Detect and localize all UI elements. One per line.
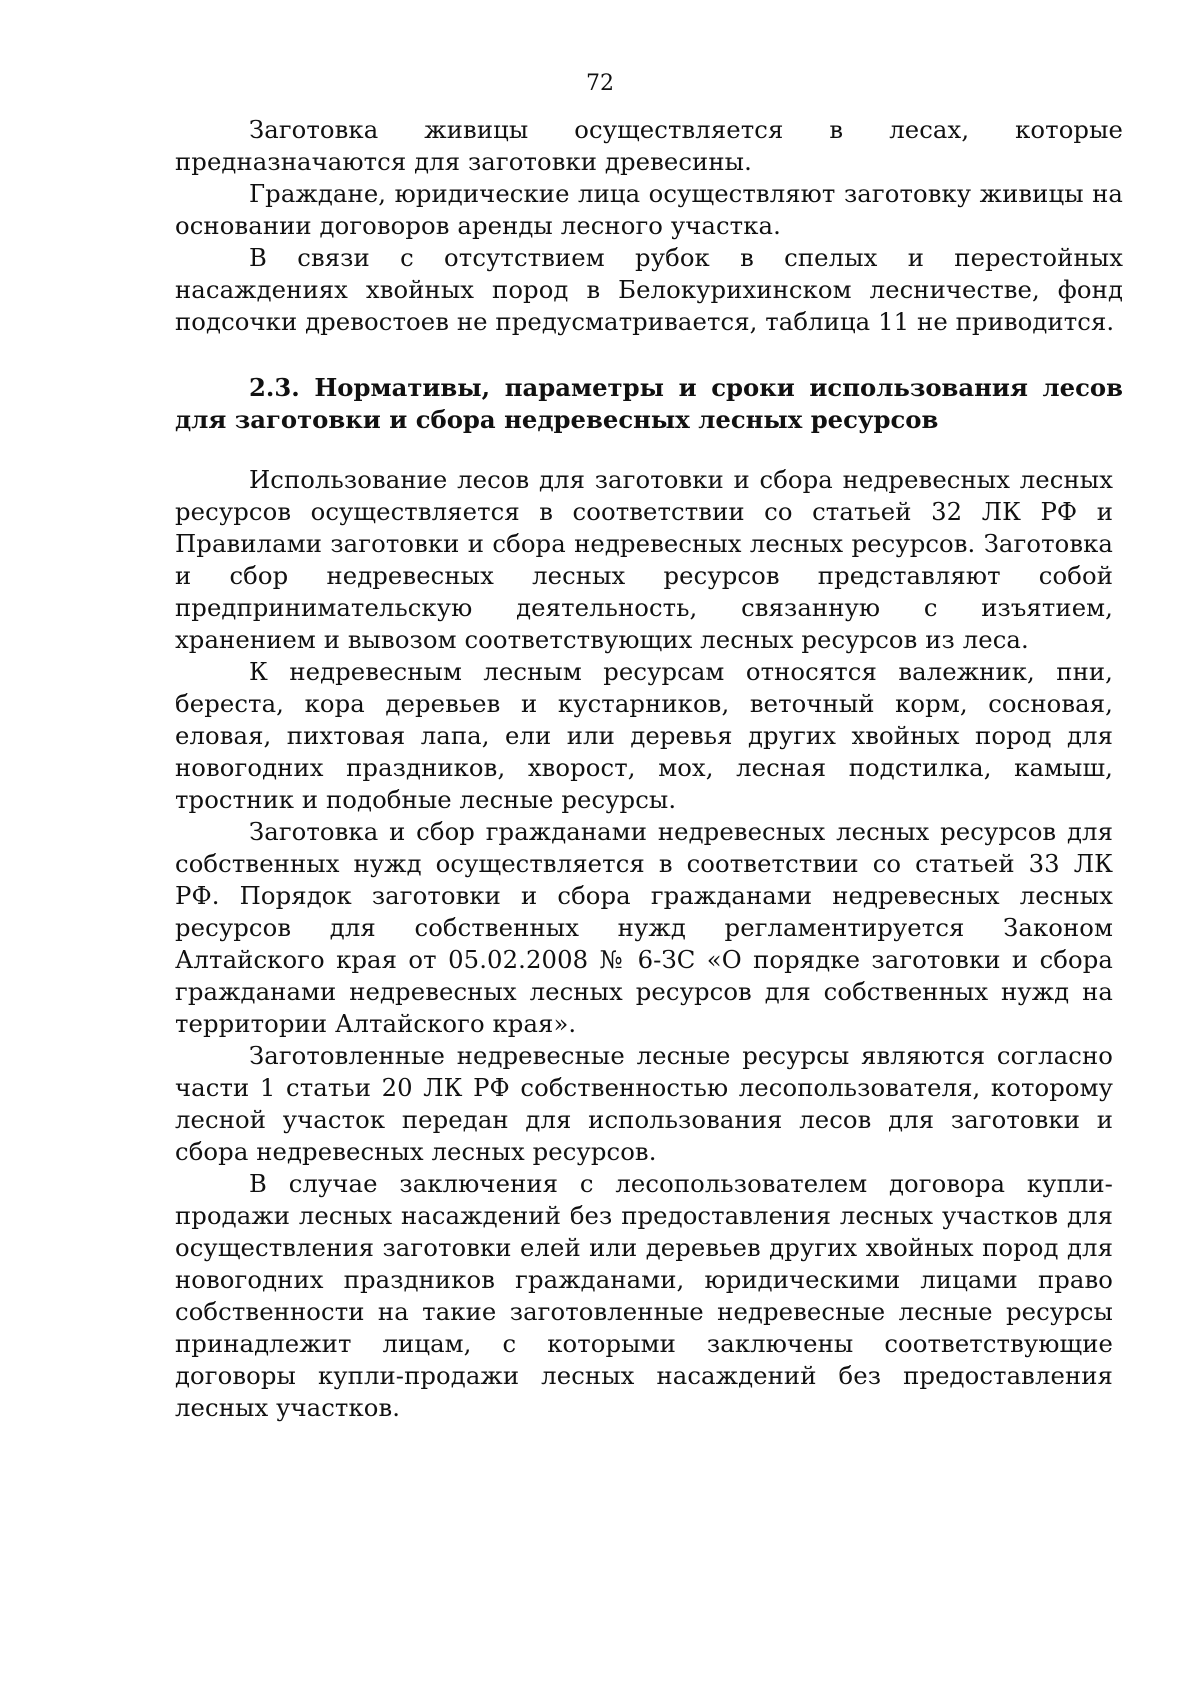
paragraph-tapping-fund: В связи с отсутствием рубок в спелых и перестойных насаждениях хвойных пород в Белокурихинском лесничестве, фонд подсочки древостоев не предусматривается, таблица 11 не приводится. <box>175 243 1123 336</box>
paragraph-resin-lease: Граждане, юридические лица осуществляют заготовку живицы на основании договоров аренды лесного участка. <box>175 179 1123 240</box>
paragraph-personal-needs: Заготовка и сбор гражданами недревесных лесных ресурсов для собственных нужд осуществляется в соответствии со статьей 33 ЛК РФ. Порядок заготовки и сбора гражданами недревесных лесных ресурсов для собственных нужд регламентируется Законом Алтайского края от 05.02.2008 № 6-ЗС «О порядке заготовки и сбора гражданами недревесных лесных ресурсов для собственных нужд на территории Алтайского края». <box>175 817 1113 1038</box>
paragraph-resource-list: К недревесным лесным ресурсам относятся валежник, пни, береста, кора деревьев и кустарников, веточный корм, сосновая, еловая, пихтовая лапа, ели или деревья других хвойных пород для новогодних праздников, хворост, мох, лесная подстилка, камыш, тростник и подобные лесные ресурсы. <box>175 657 1113 814</box>
intro-text-block <box>175 114 1123 338</box>
paragraph-usage-basis: Использование лесов для заготовки и сбора недревесных лесных ресурсов осуществляется в соответствии со статьей 32 ЛК РФ и Правилами заготовки и сбора недревесных лесных ресурсов. Заготовка и сбор недревесных лесных ресурсов представляют собой предпринимательскую деятельность, связанную с изъятием, хранением и вывозом соответствующих лесных ресурсов из леса. <box>175 465 1113 654</box>
paragraph-sale-contract: В случае заключения с лесопользователем договора купли-продажи лесных насаждений без предоставления лесных участков для осуществления заготовки елей или деревьев других хвойных пород для новогодних праздников гражданами, юридическими лицами право собственности на такие заготовленные недревесные лесные ресурсы принадлежит лицам, с которыми заключены соответствующие договоры купли-продажи лесных насаждений без предоставления лесных участков. <box>175 1169 1113 1422</box>
section-heading: 2.3. Нормативы, параметры и сроки использования лесов для заготовки и сбора недревесных лесных ресурсов <box>175 373 1123 434</box>
paragraph-ownership: Заготовленные недревесные лесные ресурсы являются согласно части 1 статьи 20 ЛК РФ собственностью лесопользователя, которому лесной участок передан для использования лесов для заготовки и сбора недревесных лесных ресурсов. <box>175 1041 1113 1166</box>
paragraph-resin-forests: Заготовка живицы осуществляется в лесах, которые предназначаются для заготовки древесины. <box>175 115 1123 176</box>
page-number: 72 <box>586 71 614 96</box>
section-text-block <box>175 464 1113 1424</box>
